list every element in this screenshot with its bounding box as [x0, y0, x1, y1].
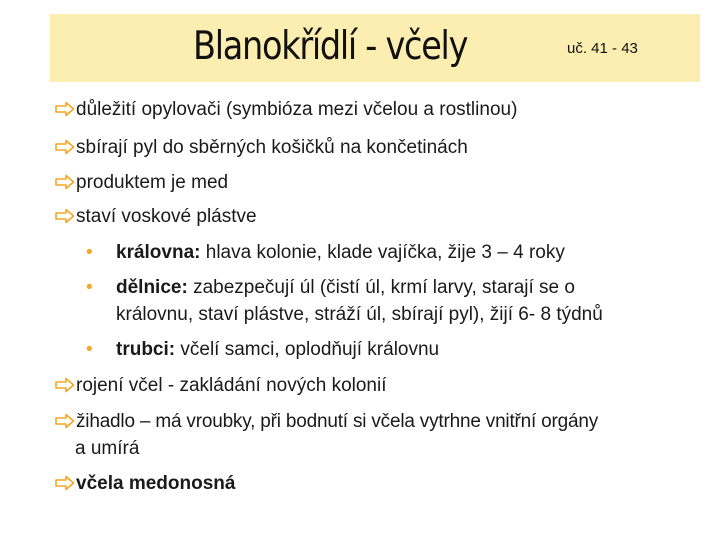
list-item: včela medonosná [55, 472, 235, 496]
textbook-reference: uč. 41 - 43 [567, 40, 638, 57]
list-item: žihadlo – má vroubky, při bodnutí si včela vytrhne vnitřní orgány [55, 410, 598, 434]
list-item: rojení včel - zakládání nových kolonií [55, 374, 387, 398]
bullet-icon: • [86, 277, 93, 298]
list-item: sbírají pyl do sběrných košičků na končetinách [55, 136, 468, 160]
list-item: důležití opylovači (symbióza mezi včelou a rostlinou) [55, 98, 517, 122]
list-item: produktem je med [55, 171, 228, 195]
list-item-continuation: a umírá [75, 438, 140, 459]
list-item: staví voskové plástve [55, 205, 257, 229]
arrow-icon [55, 377, 75, 393]
bullet-icon: • [86, 242, 93, 263]
sub-list-item: dělnice: zabezpečují úl (čistí úl, krmí larvy, starají se o [116, 277, 575, 298]
page-title: Blanokřídlí - včely [193, 24, 468, 69]
arrow-icon [55, 174, 75, 190]
arrow-icon [55, 139, 75, 155]
arrow-icon [55, 208, 75, 224]
sub-list-item: trubci: včelí samci, oplodňují královnu [116, 339, 440, 360]
sub-list-item: královna: hlava kolonie, klade vajíčka, žije 3 – 4 roky [116, 242, 565, 263]
arrow-icon [55, 475, 75, 491]
arrow-icon [55, 413, 75, 429]
arrow-icon [55, 101, 75, 117]
sub-list-item-continuation: královnu, staví plástve, stráží úl, sbírají pyl), žijí 6- 8 týdnů [116, 304, 603, 325]
bullet-icon: • [86, 339, 93, 360]
